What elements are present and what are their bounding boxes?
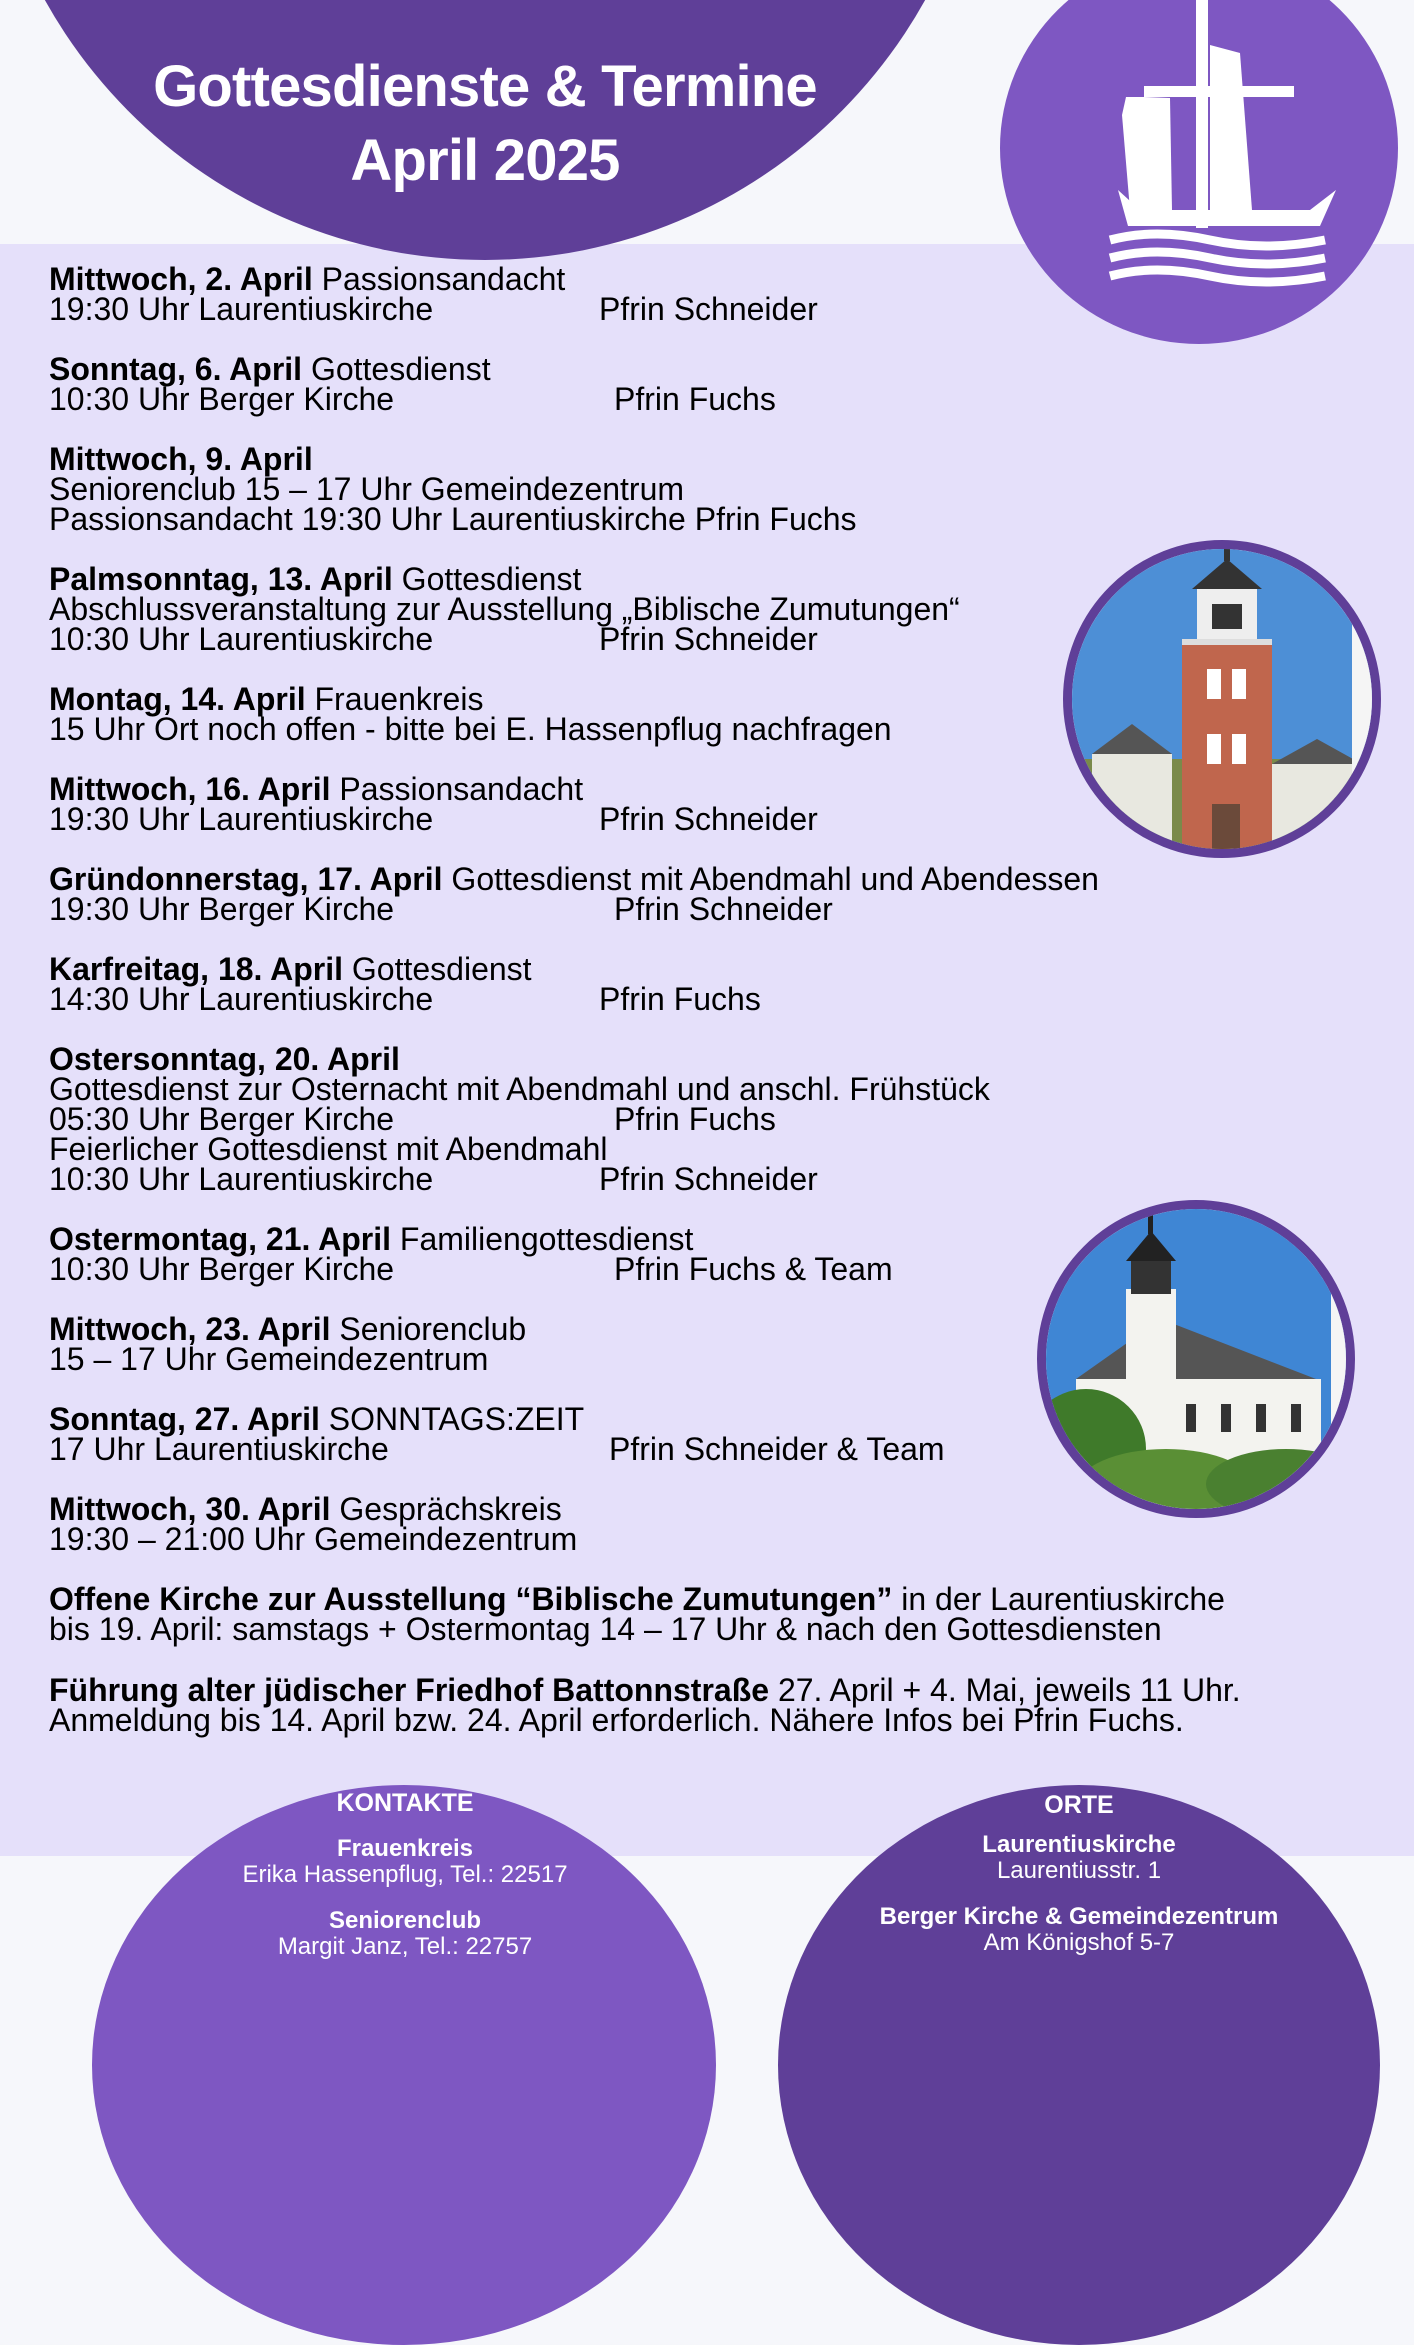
event-item-pastor: Pfrin Schneider	[614, 891, 833, 927]
event-item-type: Gottesdienst	[392, 561, 582, 597]
event-item-date: Ostersonntag, 20. April	[49, 1041, 400, 1077]
event-item-time-place: 14:30 Uhr Laurentiuskirche	[49, 981, 434, 1017]
place2-address: Am Königshof 5-7	[983, 1929, 1175, 1956]
event-item-pastor: Pfrin Schneider	[599, 621, 818, 657]
event-item-date: Gründonnerstag, 17. April	[49, 861, 443, 897]
note-item-time-place: bis 19. April: samstags + Ostermontag 14 – 17 Uhr & nach den Gottesdiensten	[49, 1611, 1162, 1647]
note-item-type: in der Laurentiuskirche	[892, 1581, 1225, 1617]
event-item-date: Mittwoch, 16. April	[49, 771, 331, 807]
title-line-2: April 2025	[350, 128, 620, 193]
note-item-date: Offene Kirche zur Ausstellung “Biblische Zumutungen”	[49, 1581, 893, 1617]
event-item-time-place: 10:30 Uhr Laurentiuskirche	[49, 1161, 434, 1197]
event-item-heading	[49, 1041, 1389, 1077]
note-item-detail	[49, 1611, 1389, 1647]
event-item	[49, 351, 1389, 417]
event-item-detail	[49, 981, 1389, 1017]
event-item-detail	[49, 471, 1389, 507]
event-item-date: Sonntag, 27. April	[49, 1401, 320, 1437]
title-line-1: Gottesdienste & Termine	[153, 54, 817, 119]
event-item-time-place: Gottesdienst zur Osternacht mit Abendmahl und anschl. Frühstück	[49, 1071, 990, 1107]
event-item-heading	[49, 951, 1389, 987]
note-item	[49, 1672, 1389, 1738]
event-item-type: Gesprächskreis	[330, 1491, 562, 1527]
event-item-detail	[49, 1071, 1389, 1107]
event-item-pastor: Pfrin Fuchs	[614, 381, 776, 417]
event-item-date: Mittwoch, 2. April	[49, 261, 313, 297]
event-item-date: Palmsonntag, 13. April	[49, 561, 393, 597]
places-heading: ORTE	[1044, 1791, 1114, 1819]
event-item-type: Passionsandacht	[312, 261, 566, 297]
berger-kirche-photo	[1037, 1200, 1355, 1518]
frauenkreis-contact: Erika Hassenpflug, Tel.: 22517	[242, 1861, 568, 1888]
event-item-date: Mittwoch, 30. April	[49, 1491, 331, 1527]
event-item-heading	[49, 351, 1389, 387]
note-item	[49, 1581, 1389, 1647]
event-item-type: Gottesdienst mit Abendmahl und Abendessen	[442, 861, 1099, 897]
note-item-type: 27. April + 4. Mai, jeweils 11 Uhr.	[769, 1672, 1241, 1708]
contacts-section	[200, 1790, 610, 1960]
event-item-type: Passionsandacht	[330, 771, 584, 807]
event-item-heading	[49, 261, 1389, 297]
event-item-heading	[49, 441, 1389, 477]
event-item-type: Frauenkreis	[305, 681, 484, 717]
event-item-pastor: Pfrin Fuchs	[599, 981, 761, 1017]
note-item-detail	[49, 1702, 1389, 1738]
event-item-time-place: 19:30 Uhr Laurentiuskirche	[49, 291, 434, 327]
event-list	[49, 261, 1389, 1766]
places-section	[790, 1792, 1368, 1956]
seniorenclub-label: Seniorenclub	[328, 1907, 482, 1934]
event-item-pastor: Pfrin Schneider	[599, 291, 818, 327]
event-item-time-place: 19:30 Uhr Berger Kirche	[49, 891, 395, 927]
event-item-detail	[49, 891, 1389, 927]
event-item-type: Seniorenclub	[330, 1311, 527, 1347]
frauenkreis-label: Frauenkreis	[336, 1835, 474, 1862]
note-item-heading	[49, 1581, 1389, 1617]
note-item-heading	[49, 1672, 1389, 1708]
event-item-pastor: Pfrin Schneider	[599, 1161, 818, 1197]
event-item-detail	[49, 1161, 1389, 1197]
event-item-type: Gottesdienst	[343, 951, 532, 987]
note-item-time-place: Anmeldung bis 14. April bzw. 24. April erforderlich. Nähere Infos bei Pfrin Fuchs.	[49, 1702, 1184, 1738]
event-item-time-place: 10:30 Uhr Laurentiuskirche	[49, 621, 434, 657]
event-item-date: Ostermontag, 21. April	[49, 1221, 391, 1257]
place1-name: Laurentiuskirche	[982, 1831, 1176, 1858]
event-item-time-place: Passionsandacht 19:30 Uhr Laurentiuskirche Pfrin Fuchs	[49, 501, 857, 537]
place2-name: Berger Kirche & Gemeindezentrum	[879, 1903, 1279, 1930]
event-item-date: Montag, 14. April	[49, 681, 306, 717]
event-item-pastor: Pfrin Schneider	[599, 801, 818, 837]
event-item-detail	[49, 1131, 1389, 1167]
event-item-time-place: 17 Uhr Laurentiuskirche	[49, 1431, 389, 1467]
event-item	[49, 441, 1389, 537]
event-item-pastor: Pfrin Schneider & Team	[609, 1431, 945, 1467]
event-item-time-place: 10:30 Uhr Berger Kirche	[49, 1251, 395, 1287]
event-item	[49, 951, 1389, 1017]
event-item	[49, 861, 1389, 927]
event-item-type: Familiengottesdienst	[391, 1221, 694, 1257]
event-item	[49, 1041, 1389, 1197]
event-item-time-place: Feierlicher Gottesdienst mit Abendmahl	[49, 1131, 608, 1167]
event-item-date: Mittwoch, 9. April	[49, 441, 313, 477]
event-item-time-place: 19:30 – 21:00 Uhr Gemeindezentrum	[49, 1521, 578, 1557]
event-item-pastor: Pfrin Fuchs	[614, 1101, 776, 1137]
event-item-heading	[49, 861, 1389, 897]
event-item-detail	[49, 1521, 1389, 1557]
event-item-date: Mittwoch, 23. April	[49, 1311, 331, 1347]
event-item-time-place: 15 – 17 Uhr Gemeindezentrum	[49, 1341, 489, 1377]
seniorenclub-contact: Margit Janz, Tel.: 22757	[277, 1933, 533, 1960]
event-item-date: Sonntag, 6. April	[49, 351, 303, 387]
event-item-type: Gottesdienst	[302, 351, 491, 387]
event-item-time-place: 05:30 Uhr Berger Kirche	[49, 1101, 395, 1137]
event-item-pastor: Pfrin Fuchs & Team	[614, 1251, 893, 1287]
laurentiuskirche-photo	[1063, 540, 1381, 858]
event-item-detail	[49, 381, 1389, 417]
event-item-time-place: Seniorenclub 15 – 17 Uhr Gemeindezentrum	[49, 471, 685, 507]
ship-cross-logo-icon	[1100, 0, 1340, 300]
event-item-detail	[49, 1101, 1389, 1137]
event-item-time-place: Abschlussveranstaltung zur Ausstellung „Biblische Zumutungen“	[49, 591, 960, 627]
event-item-detail	[49, 291, 1389, 327]
page-title	[80, 50, 890, 198]
note-item-date: Führung alter jüdischer Friedhof Battonnstraße	[49, 1672, 770, 1708]
contacts-heading: KONTAKTE	[336, 1789, 474, 1817]
event-item-time-place: 19:30 Uhr Laurentiuskirche	[49, 801, 434, 837]
event-item-time-place: 15 Uhr Ort noch offen - bitte bei E. Hassenpflug nachfragen	[49, 711, 892, 747]
event-item-time-place: 10:30 Uhr Berger Kirche	[49, 381, 395, 417]
event-item-detail	[49, 501, 1389, 537]
event-item-date: Karfreitag, 18. April	[49, 951, 344, 987]
place1-address: Laurentiusstr. 1	[996, 1857, 1162, 1884]
event-item-type: SONNTAGS:ZEIT	[319, 1401, 585, 1437]
event-item	[49, 261, 1389, 327]
